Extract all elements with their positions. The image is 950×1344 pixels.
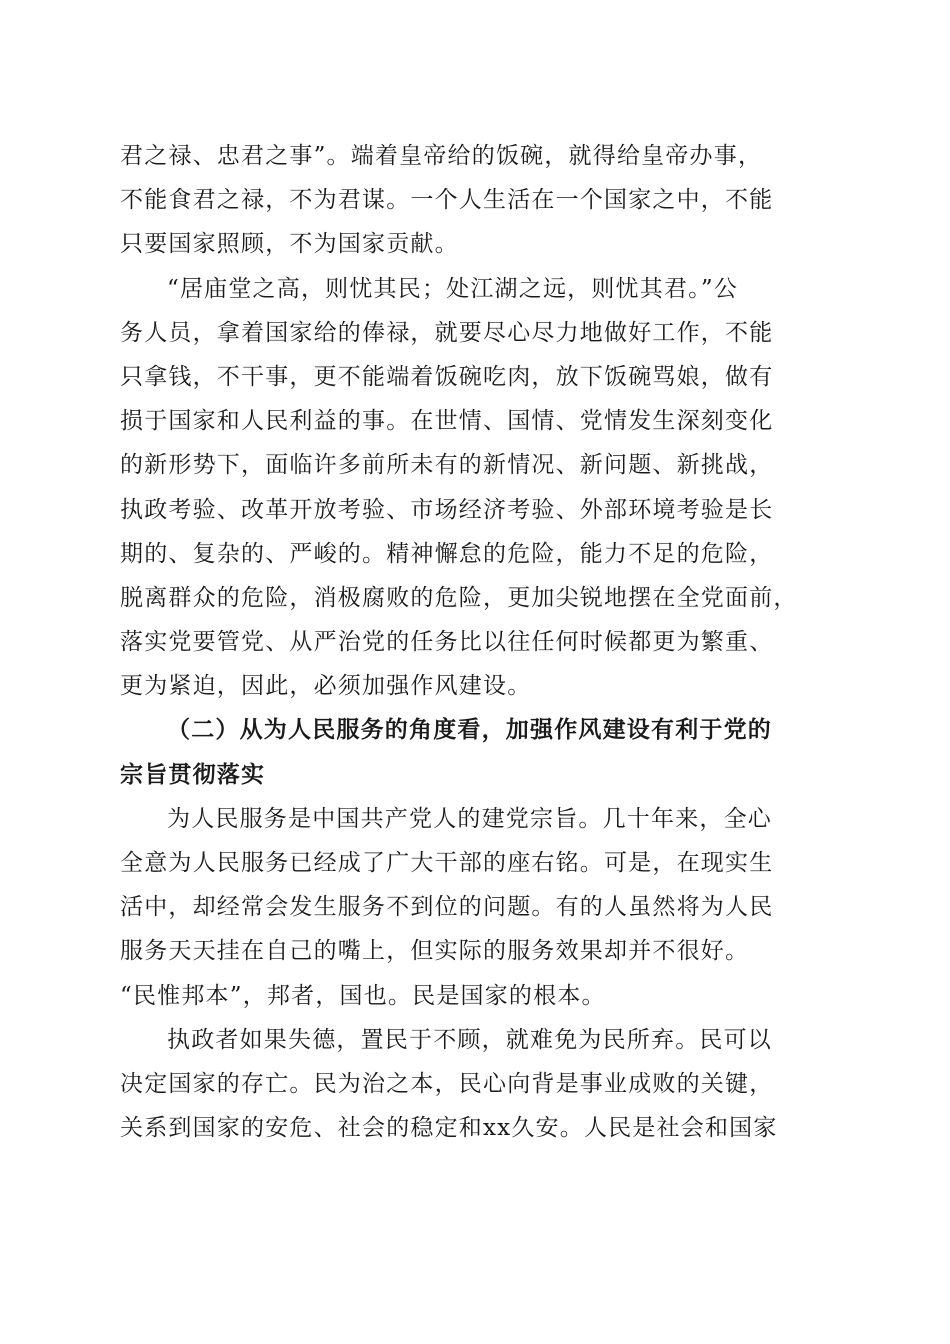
text-line: 为人民服务是中国共产党人的建党宗旨。几十年来，全心 — [167, 805, 772, 832]
text-line: 更为紧迫，因此，必须加强作风建设。 — [120, 673, 532, 700]
text-line: 服务天天挂在自己的嘴上，但实际的服务效果却并不很好。 — [120, 938, 750, 965]
text-line: 关系到国家的安危、社会的稳定和xx久安。人民是社会和国家 — [120, 1115, 778, 1142]
document-body — [120, 134, 832, 1150]
text-line: 只拿钱，不干事，更不能端着饭碗吃肉，放下饭碗骂娘，做有 — [120, 363, 774, 390]
text-line: 活中，却经常会发生服务不到位的问题。有的人虽然将为人民 — [120, 894, 774, 921]
text-line: 落实党要管党、从严治党的任务比以往任何时候都更为繁重、 — [120, 629, 774, 656]
section-heading — [120, 708, 832, 796]
text-line: 执政者如果失德，置民于不顾，就难免为民所弃。民可以 — [167, 1026, 772, 1053]
text-line: 脱离群众的危险，消极腐败的危险，更加尖锐地摆在全党面前， — [120, 584, 798, 611]
paragraph-2 — [120, 267, 832, 709]
text-line: 执政考验、改革开放考验、市场经济考验、外部环境考验是长 — [120, 496, 774, 523]
text-line: 务人员，拿着国家给的俸禄，就要尽心尽力地做好工作，不能 — [120, 319, 774, 346]
text-line: 的新形势下，面临许多前所未有的新情况、新问题、新挑战， — [120, 452, 774, 479]
text-line: 决定国家的存亡。民为治之本，民心向背是事业成败的关键， — [120, 1070, 774, 1097]
text-line: 君之禄、忠君之事”。端着皇帝给的饭碗，就得给皇帝办事， — [120, 143, 763, 169]
paragraph-4 — [120, 1018, 832, 1151]
heading-line: 宗旨贯彻落实 — [120, 760, 266, 788]
text-line: 全意为人民服务已经成了广大干部的座右铭。可是，在现实生 — [120, 850, 774, 876]
text-line: 损于国家和人民利益的事。在世情、国情、党情发生深刻变化 — [120, 408, 774, 435]
paragraph-1 — [120, 134, 832, 267]
text-line: 只要国家照顾，不为国家贡献。 — [120, 231, 459, 258]
text-line: “居庙堂之高，则忧其民；处江湖之远，则忧其君。”公 — [167, 275, 739, 302]
text-line: 不能食君之禄，不为君谋。一个人生活在一个国家之中，不能 — [120, 187, 774, 214]
heading-line: （二）从为人民服务的角度看，加强作风建设有利于党的 — [167, 716, 772, 744]
paragraph-3 — [120, 797, 832, 1018]
text-line: “民惟邦本”，邦者，国也。民是国家的根本。 — [120, 982, 606, 1009]
text-line: 期的、复杂的、严峻的。精神懈怠的危险，能力不足的危险， — [120, 540, 774, 567]
